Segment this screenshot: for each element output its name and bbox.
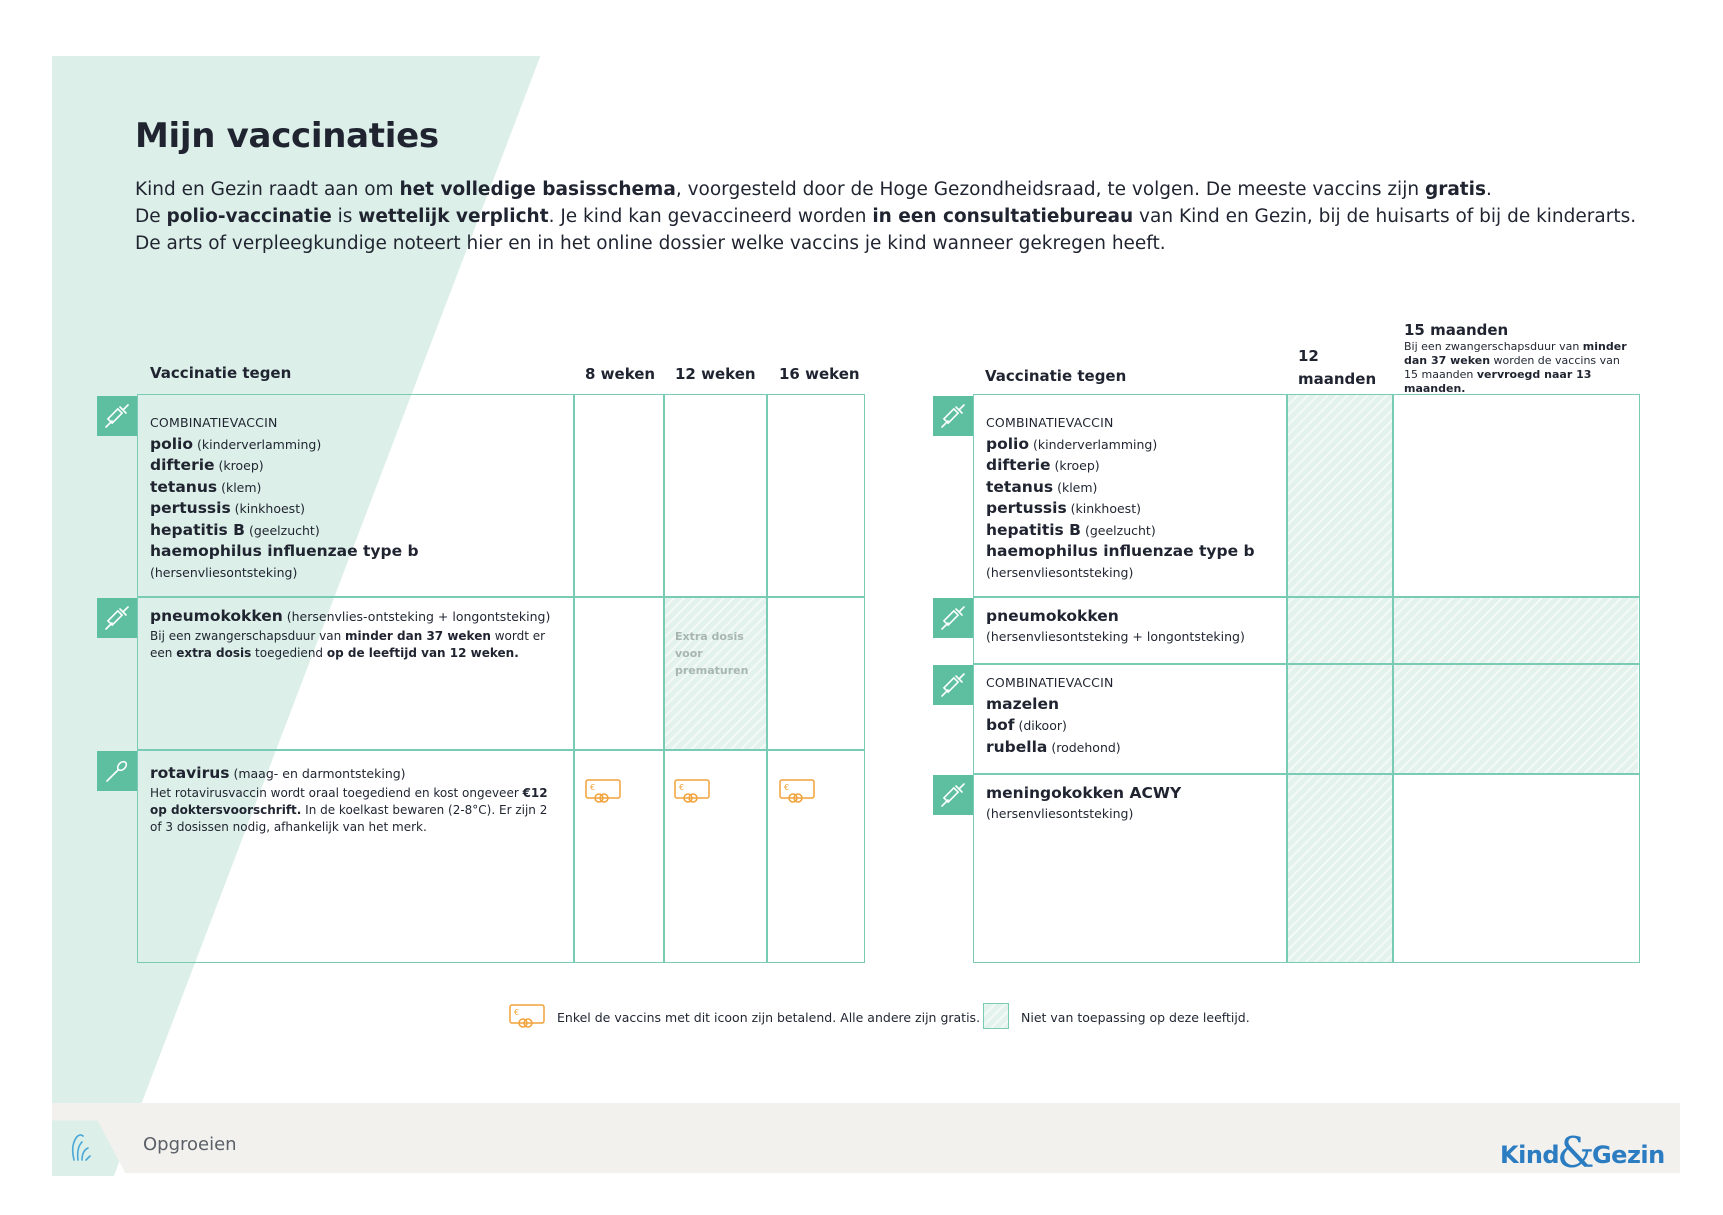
vaccine-desc: (hersenvliesontsteking) bbox=[150, 564, 298, 580]
vaccine-line bbox=[986, 434, 1281, 456]
vaccine-line bbox=[986, 498, 1281, 520]
vaccine-name: pertussis bbox=[150, 499, 231, 517]
bold-segment: extra dosis bbox=[176, 645, 252, 660]
euro-coin-icon bbox=[673, 778, 711, 804]
intro-text bbox=[135, 176, 1637, 257]
combi-vaccine-text bbox=[986, 413, 1281, 583]
bold-segment: minder dan 37 weken bbox=[345, 628, 491, 643]
legend-paid: Enkel de vaccins met dit icoon zijn betalend. Alle andere zijn gratis. bbox=[557, 1010, 981, 1025]
vaccine-line bbox=[986, 455, 1281, 477]
vaccine-desc: (hersenvlies-ontsteking + longontsteking) bbox=[286, 609, 551, 624]
vaccine-line bbox=[150, 498, 560, 520]
vaccine-name: bof bbox=[986, 716, 1015, 734]
syringe-icon bbox=[933, 396, 973, 436]
combi-vaccine-text bbox=[150, 413, 560, 583]
mening-text bbox=[986, 783, 1281, 824]
vaccine-name: hepatitis B bbox=[986, 520, 1081, 539]
vaccine-desc: (geelzucht) bbox=[1084, 522, 1156, 538]
pneumo-text bbox=[986, 606, 1281, 647]
bold-segment: wettelijk verplicht bbox=[358, 206, 549, 227]
grid-line bbox=[137, 749, 865, 751]
vaccine-desc: (kroep) bbox=[1054, 458, 1100, 473]
text-segment: De arts of verpleegkundige noteert hier en in het online dossier welke vaccins je kind wanneer gekregen heeft. bbox=[135, 233, 1166, 254]
grid-line bbox=[973, 663, 1640, 665]
vaccine-line bbox=[986, 737, 1281, 759]
vaccine-name: difterie bbox=[986, 456, 1051, 474]
euro-coin-icon bbox=[584, 778, 622, 804]
page-title: Mijn vaccinaties bbox=[135, 116, 439, 156]
svg-text:€: € bbox=[679, 783, 685, 792]
vaccine-desc: (hersenvliesontsteking) bbox=[986, 564, 1134, 580]
brand-word: Gezin bbox=[1591, 1141, 1665, 1169]
bold-segment: het volledige basisschema bbox=[399, 179, 676, 200]
vaccine-name: haemophilus influenzae type b bbox=[150, 542, 419, 560]
spoon-icon bbox=[97, 751, 137, 791]
col-15-maanden bbox=[1404, 320, 1632, 396]
text-segment: Het rotavirusvaccin wordt oraal toegediend en kost ongeveer bbox=[150, 785, 523, 800]
vaccine-name: polio bbox=[150, 434, 194, 453]
vaccine-line bbox=[150, 520, 560, 542]
syringe-icon bbox=[933, 598, 973, 638]
syringe-icon bbox=[933, 665, 973, 705]
svg-text:€: € bbox=[784, 783, 790, 792]
footer-band bbox=[52, 1103, 1680, 1173]
vaccine-desc: (klem) bbox=[221, 479, 262, 495]
vaccine-desc: (kinkhoest) bbox=[234, 501, 305, 516]
vaccine-line bbox=[150, 541, 560, 563]
vaccine-line bbox=[986, 520, 1281, 542]
vaccine-name: pertussis bbox=[986, 499, 1067, 517]
col-12-maanden bbox=[1298, 345, 1376, 391]
syringe-icon bbox=[97, 396, 137, 436]
combi-caption: COMBINATIEVACCIN bbox=[150, 415, 278, 430]
grid-line bbox=[973, 596, 1640, 598]
intro-line bbox=[135, 203, 1637, 230]
grid-line bbox=[1286, 394, 1288, 963]
text-segment: In de koelkast bewaren (2-8°C). Er zijn 2 of 3 dosissen nodig, afhankelijk van het merk. bbox=[150, 802, 548, 834]
vaccine-name: difterie bbox=[150, 456, 215, 474]
euro-coin-icon bbox=[508, 1003, 546, 1029]
vaccine-name: rubella bbox=[986, 737, 1048, 756]
euro-coin-icon bbox=[778, 778, 816, 804]
extra-dose-line: Extra dosis bbox=[675, 630, 744, 643]
text-segment: De bbox=[135, 206, 167, 227]
bold-segment: €12 op doktersvoorschrift. bbox=[150, 785, 548, 817]
vaccine-desc: (kinderverlamming) bbox=[197, 436, 322, 452]
vaccine-name: meningokokken ACWY bbox=[986, 784, 1182, 802]
vaccine-name: rotavirus bbox=[150, 764, 230, 782]
vaccine-name: pneumokokken bbox=[986, 607, 1119, 625]
text-segment: Bij een zwangerschapsduur van bbox=[1404, 340, 1583, 353]
vaccine-line bbox=[986, 541, 1281, 563]
intro-line bbox=[135, 230, 1615, 257]
mmr-text bbox=[986, 673, 1281, 758]
extra-dose-line: prematuren bbox=[675, 664, 749, 677]
extra-dose-line: voor bbox=[675, 647, 703, 660]
vaccine-line bbox=[150, 434, 560, 456]
legend-na: Niet van toepassing op deze leeftijd. bbox=[1021, 1010, 1250, 1025]
text-segment: . Je kind kan gevaccineerd worden bbox=[548, 206, 873, 227]
vaccine-name: haemophilus influenzae type b bbox=[986, 542, 1255, 560]
svg-text:€: € bbox=[514, 1008, 520, 1017]
right-table-header: Vaccinatie tegen bbox=[985, 367, 1127, 385]
vaccine-desc: (dikoor) bbox=[1018, 718, 1067, 733]
vaccine-name: pneumokokken bbox=[150, 607, 283, 625]
rota-note bbox=[150, 785, 560, 836]
vaccine-desc: (hersenvliesontsteking) bbox=[986, 805, 1134, 821]
vaccine-desc: (kinderverlamming) bbox=[1033, 436, 1158, 452]
pneumo-text bbox=[150, 606, 560, 662]
syringe-icon bbox=[97, 598, 137, 638]
grid-line bbox=[973, 773, 1640, 775]
vaccine-desc: (hersenvliesontsteking + longontsteking) bbox=[986, 628, 1245, 644]
grid-line bbox=[663, 394, 665, 963]
grid-line bbox=[1392, 394, 1394, 963]
vaccine-name: mazelen bbox=[986, 694, 1060, 713]
syringe-icon bbox=[933, 775, 973, 815]
vaccine-line bbox=[986, 715, 1281, 737]
combi-caption: COMBINATIEVACCIN bbox=[986, 415, 1114, 430]
col-8-weken: 8 weken bbox=[585, 365, 656, 383]
vaccine-desc: (kroep) bbox=[218, 458, 264, 473]
text-segment: wordt er een bbox=[150, 628, 546, 660]
bold-segment: op de leeftijd van 12 weken. bbox=[326, 645, 519, 660]
vaccine-line bbox=[986, 694, 1281, 716]
col-15-note bbox=[1404, 340, 1632, 396]
text-segment: worden de vaccins van 15 maanden bbox=[1404, 354, 1620, 381]
vaccine-desc: (rodehond) bbox=[1051, 739, 1121, 755]
bold-segment: vervroegd naar 13 maanden. bbox=[1404, 368, 1592, 395]
vaccine-name: polio bbox=[986, 434, 1030, 453]
vaccine-desc: (klem) bbox=[1057, 479, 1098, 495]
vaccine-desc: (geelzucht) bbox=[248, 522, 320, 538]
brand-word: Kind bbox=[1500, 1141, 1560, 1169]
col-12-line: maanden bbox=[1298, 370, 1377, 388]
col-12-weken: 12 weken bbox=[675, 365, 756, 383]
extra-dose-label bbox=[675, 628, 748, 679]
rota-text bbox=[150, 763, 560, 836]
bold-segment: in een consultatiebureau bbox=[872, 206, 1134, 227]
vaccine-desc: (maag- en darmontsteking) bbox=[233, 766, 406, 781]
svg-text:€: € bbox=[590, 783, 596, 792]
vaccine-desc: (kinkhoest) bbox=[1070, 501, 1141, 516]
text-segment: is bbox=[331, 206, 359, 227]
vaccine-name: tetanus bbox=[986, 477, 1054, 496]
vaccine-name: hepatitis B bbox=[150, 520, 245, 539]
grid-line bbox=[766, 394, 768, 963]
legend-hatch-swatch bbox=[983, 1003, 1009, 1029]
text-segment: . bbox=[1486, 179, 1492, 200]
intro-line bbox=[135, 176, 1615, 203]
text-segment: van Kind en Gezin, bij de huisarts of bij de kinderarts. bbox=[1133, 206, 1637, 227]
bold-segment: minder dan 37 weken bbox=[1404, 340, 1627, 367]
text-segment: Kind en Gezin raadt aan om bbox=[135, 179, 400, 200]
col-12-line: 12 bbox=[1298, 347, 1319, 365]
pneumo-note bbox=[150, 628, 560, 662]
vaccine-line bbox=[150, 455, 560, 477]
footer-opgroeien: Opgroeien bbox=[143, 1134, 237, 1155]
col-15-title: 15 maanden bbox=[1404, 321, 1509, 339]
text-segment: , voorgesteld door de Hoge Gezondheidsraad, te volgen. De meeste vaccins zijn bbox=[675, 179, 1425, 200]
bold-segment: polio-vaccinatie bbox=[166, 206, 332, 227]
col-16-weken: 16 weken bbox=[779, 365, 860, 383]
text-segment: Bij een zwangerschapsduur van bbox=[150, 628, 346, 643]
brand-amp: & bbox=[1557, 1128, 1594, 1177]
grid-line bbox=[137, 596, 865, 598]
bold-segment: gratis bbox=[1424, 179, 1486, 200]
kind-en-gezin-logo bbox=[1500, 1124, 1665, 1177]
left-table-header: Vaccinatie tegen bbox=[150, 364, 292, 382]
grid-line bbox=[573, 394, 575, 963]
vaccine-line bbox=[150, 477, 560, 499]
text-segment: toegediend bbox=[251, 645, 327, 660]
combi-caption: COMBINATIEVACCIN bbox=[986, 675, 1114, 690]
flemish-lion-icon bbox=[66, 1130, 96, 1164]
vaccine-name: tetanus bbox=[150, 477, 218, 496]
vaccine-line bbox=[986, 477, 1281, 499]
